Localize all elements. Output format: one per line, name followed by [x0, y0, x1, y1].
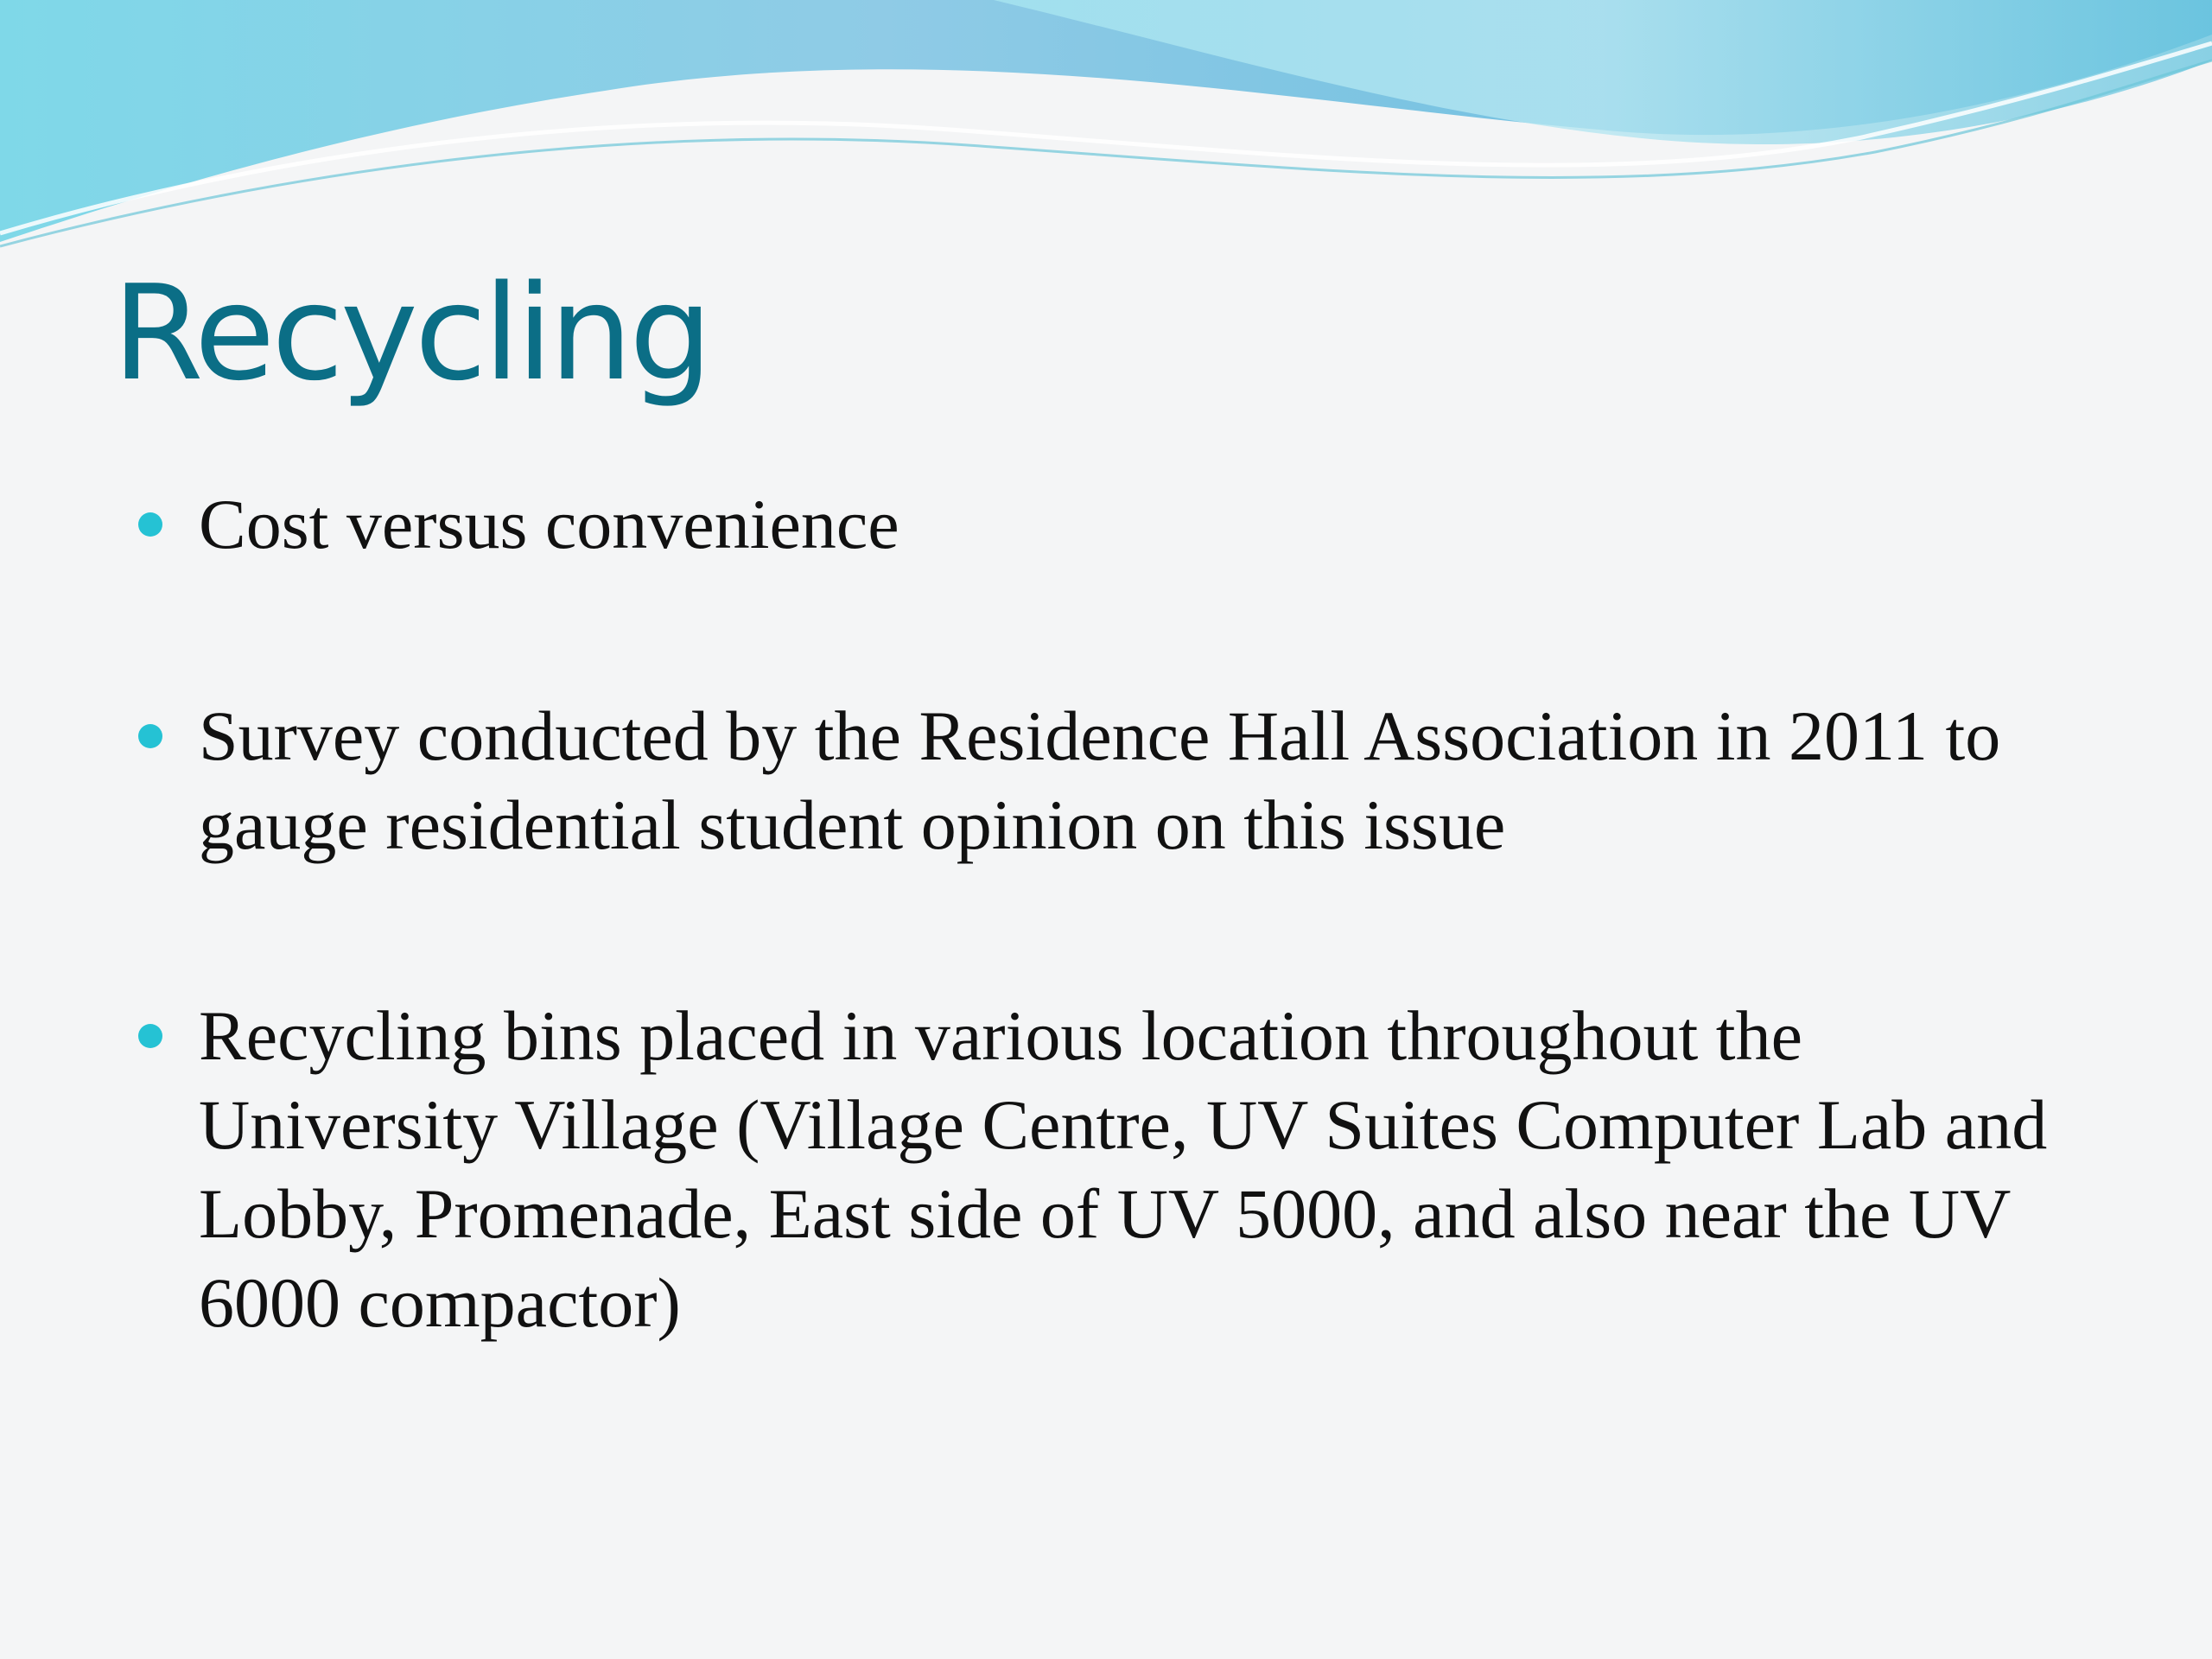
- slide-title: Recycling: [112, 257, 709, 410]
- bullet-item: [199, 480, 2082, 569]
- bullet-text: Recycling bins placed in various location throughout the University Village (Village Centre, UV Suites Computer Lab and Lobby, Promenade, East side of UV 5000, and also near the UV 6000 compactor): [199, 996, 2048, 1342]
- bullet-item: [199, 991, 2082, 1347]
- bullet-text: Survey conducted by the Residence Hall Association in 2011 to gauge residential student opinion on this issue: [199, 696, 2001, 864]
- bullet-dot-icon: [138, 512, 162, 537]
- bullet-item: [199, 691, 2082, 869]
- bullet-text: Cost versus convenience: [199, 485, 899, 563]
- bullet-dot-icon: [138, 1024, 162, 1048]
- bullet-dot-icon: [138, 724, 162, 748]
